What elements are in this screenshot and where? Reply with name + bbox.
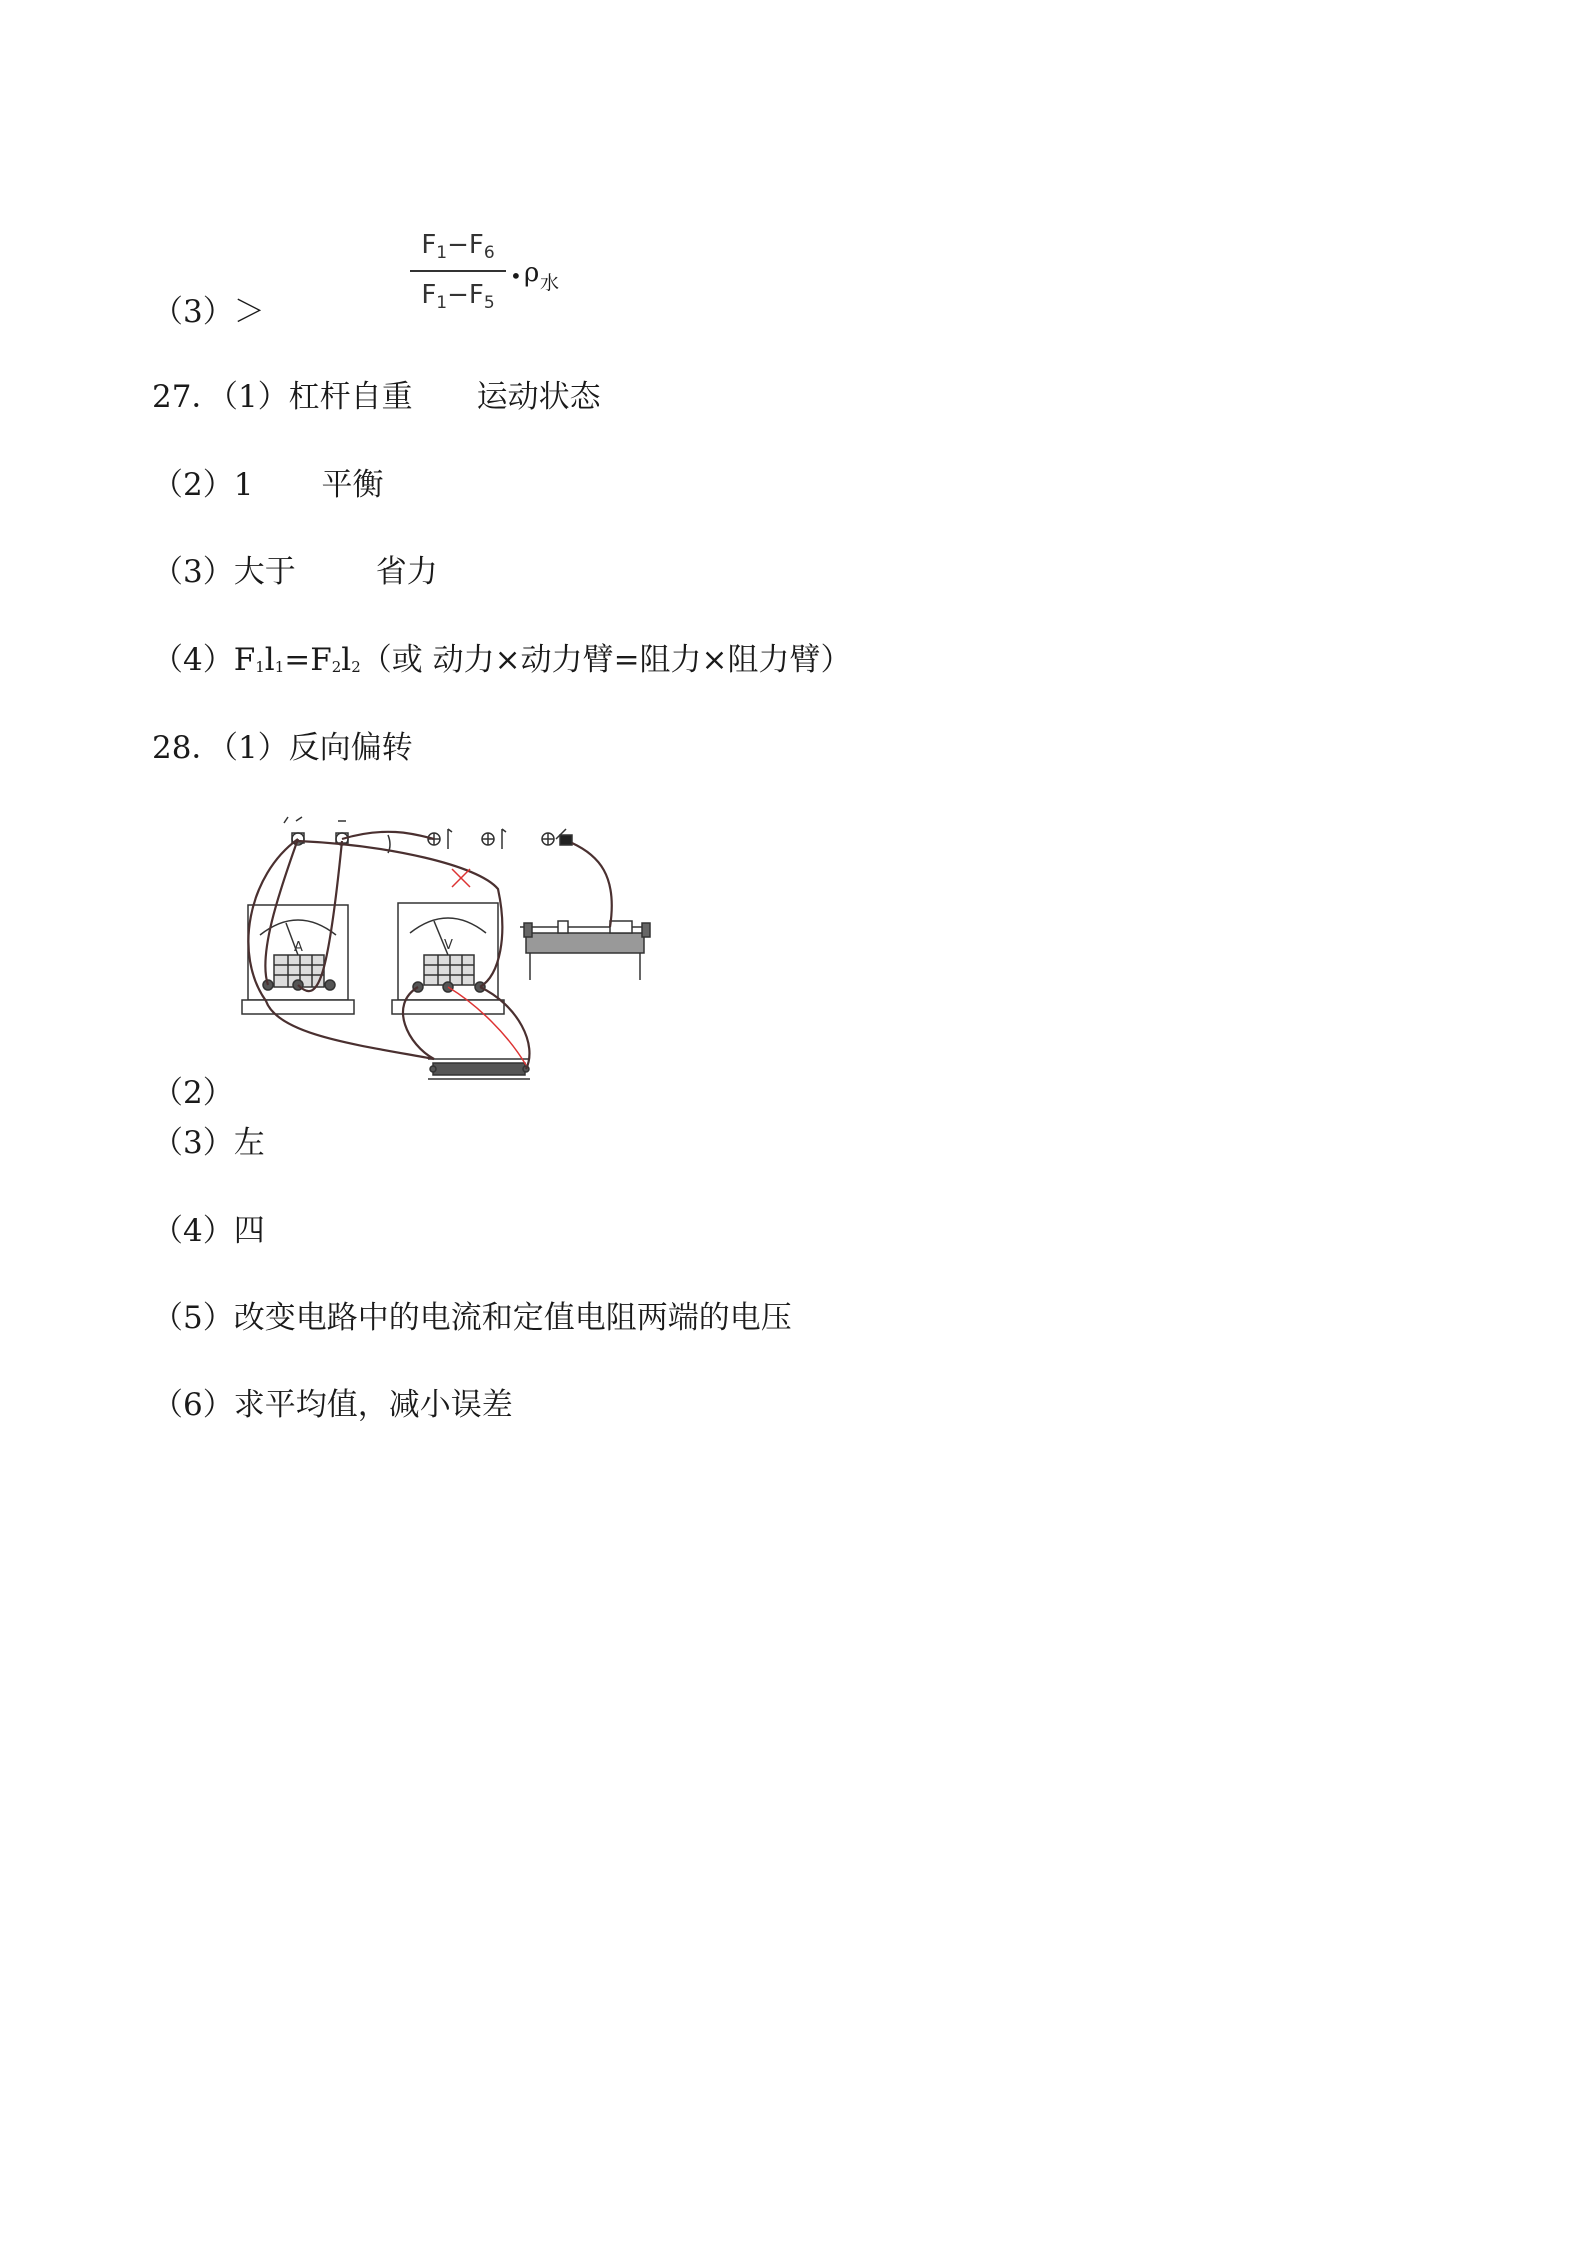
rho-subscript: 水 (540, 272, 560, 294)
q27-part3 (152, 554, 438, 590)
q27-4-answer-text: （或 动力×动力臂=阻力×阻力臂） (360, 642, 852, 678)
q27-3-answer-b: 省力 (375, 554, 438, 590)
ammeter (242, 905, 354, 1014)
fraction-bar (410, 270, 506, 272)
rheostat (520, 921, 650, 980)
q28-part4 (152, 1213, 265, 1249)
fraction-denominator: F1−F5 (421, 280, 495, 313)
q28-part2 (152, 1075, 234, 1111)
q28-4-answer: （4）四 (152, 1213, 265, 1249)
q28-5-answer: （5）改变电路中的电流和定值电阻两端的电压 (152, 1300, 792, 1336)
q28-1-answer: 28．（1）反向偏转 (152, 730, 413, 766)
q26-3-answer (152, 294, 265, 330)
density-formula (408, 228, 598, 328)
q27-2-answer-a: （2）1 (152, 467, 254, 503)
q28-3-answer: （3）左 (152, 1125, 265, 1161)
q27-part1 (152, 379, 601, 415)
switch-terminals (428, 829, 572, 849)
battery-terminals (284, 817, 348, 845)
svg-text:V: V (444, 938, 453, 953)
q27-1-answer-b: 运动状态 (476, 379, 601, 415)
circuit-diagram (238, 805, 708, 1100)
q28-part6 (152, 1387, 513, 1423)
q28-part5 (152, 1300, 792, 1336)
q28-part3 (152, 1125, 265, 1161)
voltmeter (392, 903, 504, 1014)
q28-6-answer: （6）求平均值，减小误差 (152, 1387, 513, 1423)
q26-3-label: （3）＞ (152, 294, 265, 330)
q27-part2 (152, 467, 384, 503)
svg-text:A: A (294, 940, 303, 955)
q27-2-answer-b: 平衡 (321, 467, 384, 503)
q27-part4: （4）F1l1=F2l2（或 动力×动力臂=阻力×阻力臂） (152, 642, 852, 678)
q28-part1 (152, 730, 413, 766)
q27-3-answer-a: （3）大于 (152, 554, 296, 590)
fixed-resistor (428, 1059, 530, 1079)
q27-1-answer-a: 27．（1）杠杆自重 (152, 379, 413, 415)
rho-symbol: ρ (524, 258, 540, 288)
q28-2-label: （2） (152, 1075, 234, 1111)
fraction-numerator: F1−F6 (421, 230, 495, 263)
multiply-dot: • (510, 264, 522, 288)
